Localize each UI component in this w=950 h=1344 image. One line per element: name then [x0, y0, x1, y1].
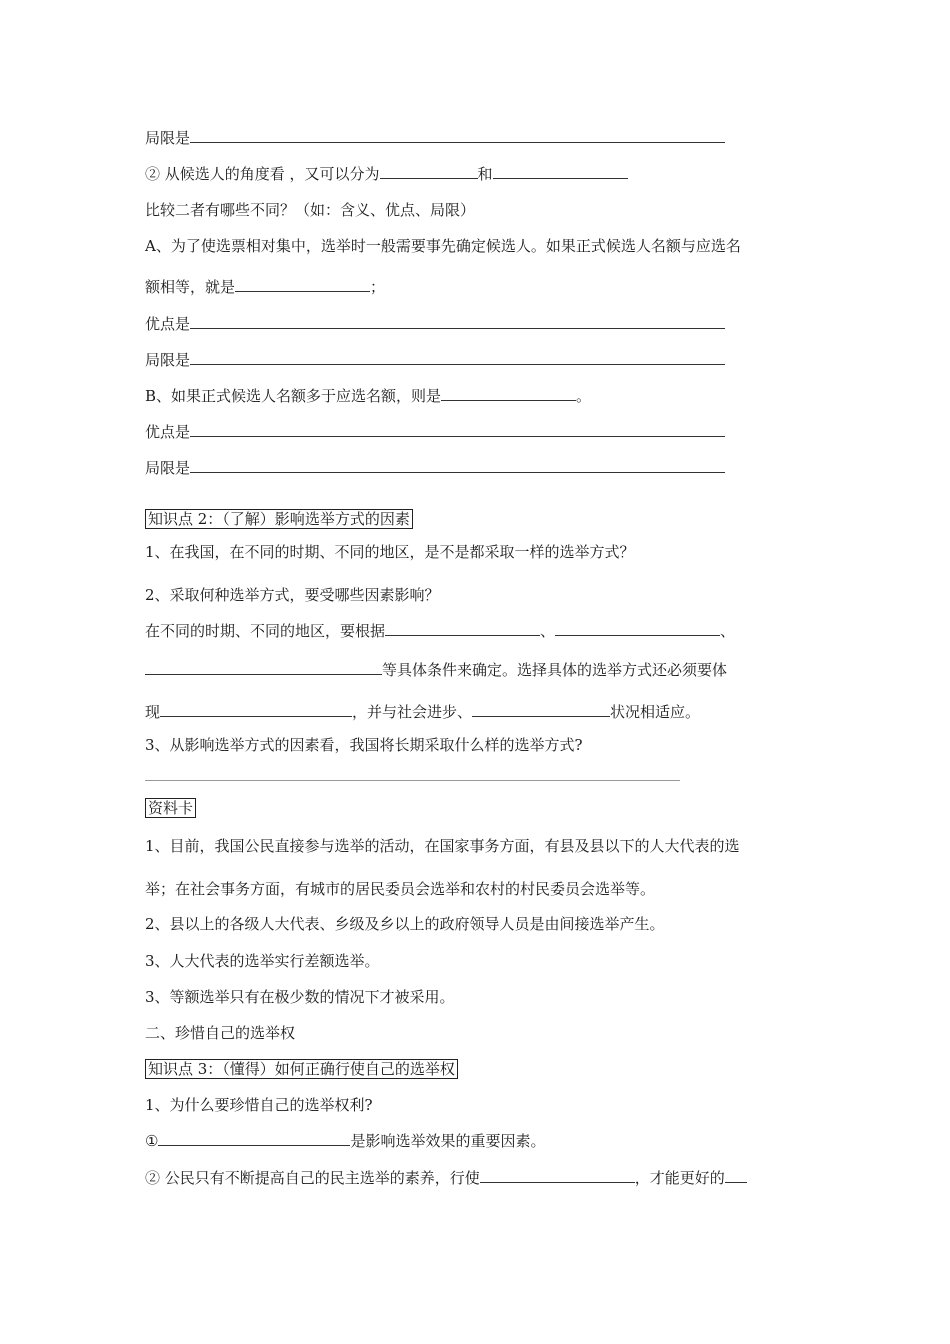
answer-blank[interactable]: [190, 127, 725, 143]
answer-blank[interactable]: [190, 349, 725, 365]
answer-blank[interactable]: [493, 163, 628, 179]
line-limit-1: 局限是: [145, 127, 725, 148]
answer-blank[interactable]: [441, 385, 576, 401]
question-2-answer-3: 现 ，并与社会进步、 状况相适应。: [145, 703, 701, 721]
question-3: 3、从影响选举方式的因素看，我国将长期采取什么样的选举方式?: [145, 736, 583, 754]
card-item-1: 1、目前，我国公民直接参与选举的活动，在国家事务方面，有县及县以下的人大代表的选: [145, 837, 740, 855]
answer-blank[interactable]: [190, 457, 725, 473]
answer-blank[interactable]: [555, 620, 720, 636]
answer-rule[interactable]: [145, 780, 680, 781]
data-card-title: [145, 798, 196, 818]
question-1: 1、在我国，在不同的时期、不同的地区，是不是都采取一样的选举方式？: [145, 543, 635, 561]
line-limit-a: 局限是: [145, 349, 725, 370]
question-2-answer-1: 在不同的时期、不同的地区，要根据 、 、: [145, 622, 736, 640]
card-item-3: 3、人大代表的选举实行差额选举。: [145, 952, 380, 970]
line-merit-b: 优点是: [145, 421, 725, 442]
reason-1: ① 是影响选举效果的重要因素。: [145, 1132, 546, 1150]
reason-question: 1、为什么要珍惜自己的选举权利?: [145, 1096, 373, 1114]
knowledge-point-2-box: 知识点 2：（了解）影响选举方式的因素: [145, 509, 413, 529]
line-compare: 比较二者有哪些不同？（如：含义、优点、局限）: [145, 201, 476, 219]
line-b-intro: B、如果正式候选人名额多于应选名额，则是 。: [145, 387, 592, 405]
answer-blank[interactable]: [158, 1130, 350, 1146]
knowledge-point-3: [145, 1059, 458, 1079]
answer-blank[interactable]: [385, 620, 540, 636]
knowledge-point-2: [145, 509, 413, 529]
line-candidate-view: ② 从候选人的角度看 ，又可以分为 和: [145, 163, 628, 184]
knowledge-point-3-box: 知识点 3：（懂得）如何正确行使自己的选举权: [145, 1059, 458, 1079]
card-item-1-cont: 举；在社会事务方面，有城市的居民委员会选举和农村的村民委员会选举等。: [145, 880, 656, 898]
answer-blank[interactable]: [145, 659, 382, 675]
card-item-4: 3、等额选举只有在极少数的情况下才被采用。: [145, 988, 455, 1006]
section-2-heading: 二、珍惜自己的选举权: [145, 1024, 296, 1042]
line-a-equal: 额相等，就是 ；: [145, 278, 386, 296]
card-item-2: 2、县以上的各级人大代表、乡级及乡以上的政府领导人员是由间接选举产生。: [145, 915, 665, 933]
line-merit-a: 优点是: [145, 313, 725, 334]
answer-blank[interactable]: [190, 313, 725, 329]
answer-blank[interactable]: [160, 701, 352, 717]
answer-blank[interactable]: [380, 163, 478, 179]
line-limit-b: 局限是: [145, 457, 725, 478]
question-2: 2、采取何种选举方式，要受哪些因素影响？: [145, 586, 440, 604]
line-a-intro: A、为了使选票相对集中，选举时一般需要事先确定候选人。如果正式候选人名额与应选名: [145, 237, 741, 255]
answer-blank[interactable]: [190, 421, 725, 437]
answer-blank[interactable]: [472, 701, 610, 717]
answer-blank[interactable]: [725, 1167, 747, 1183]
answer-blank[interactable]: [480, 1167, 635, 1183]
answer-blank[interactable]: [235, 276, 370, 292]
data-card-box: 资料卡: [145, 798, 196, 818]
reason-2: ② 公民只有不断提高自己的民主选举的素养，行使 ，才能更好的: [145, 1167, 747, 1188]
question-2-answer-2: 等具体条件来确定。选择具体的选举方式还必须要体: [145, 659, 727, 680]
